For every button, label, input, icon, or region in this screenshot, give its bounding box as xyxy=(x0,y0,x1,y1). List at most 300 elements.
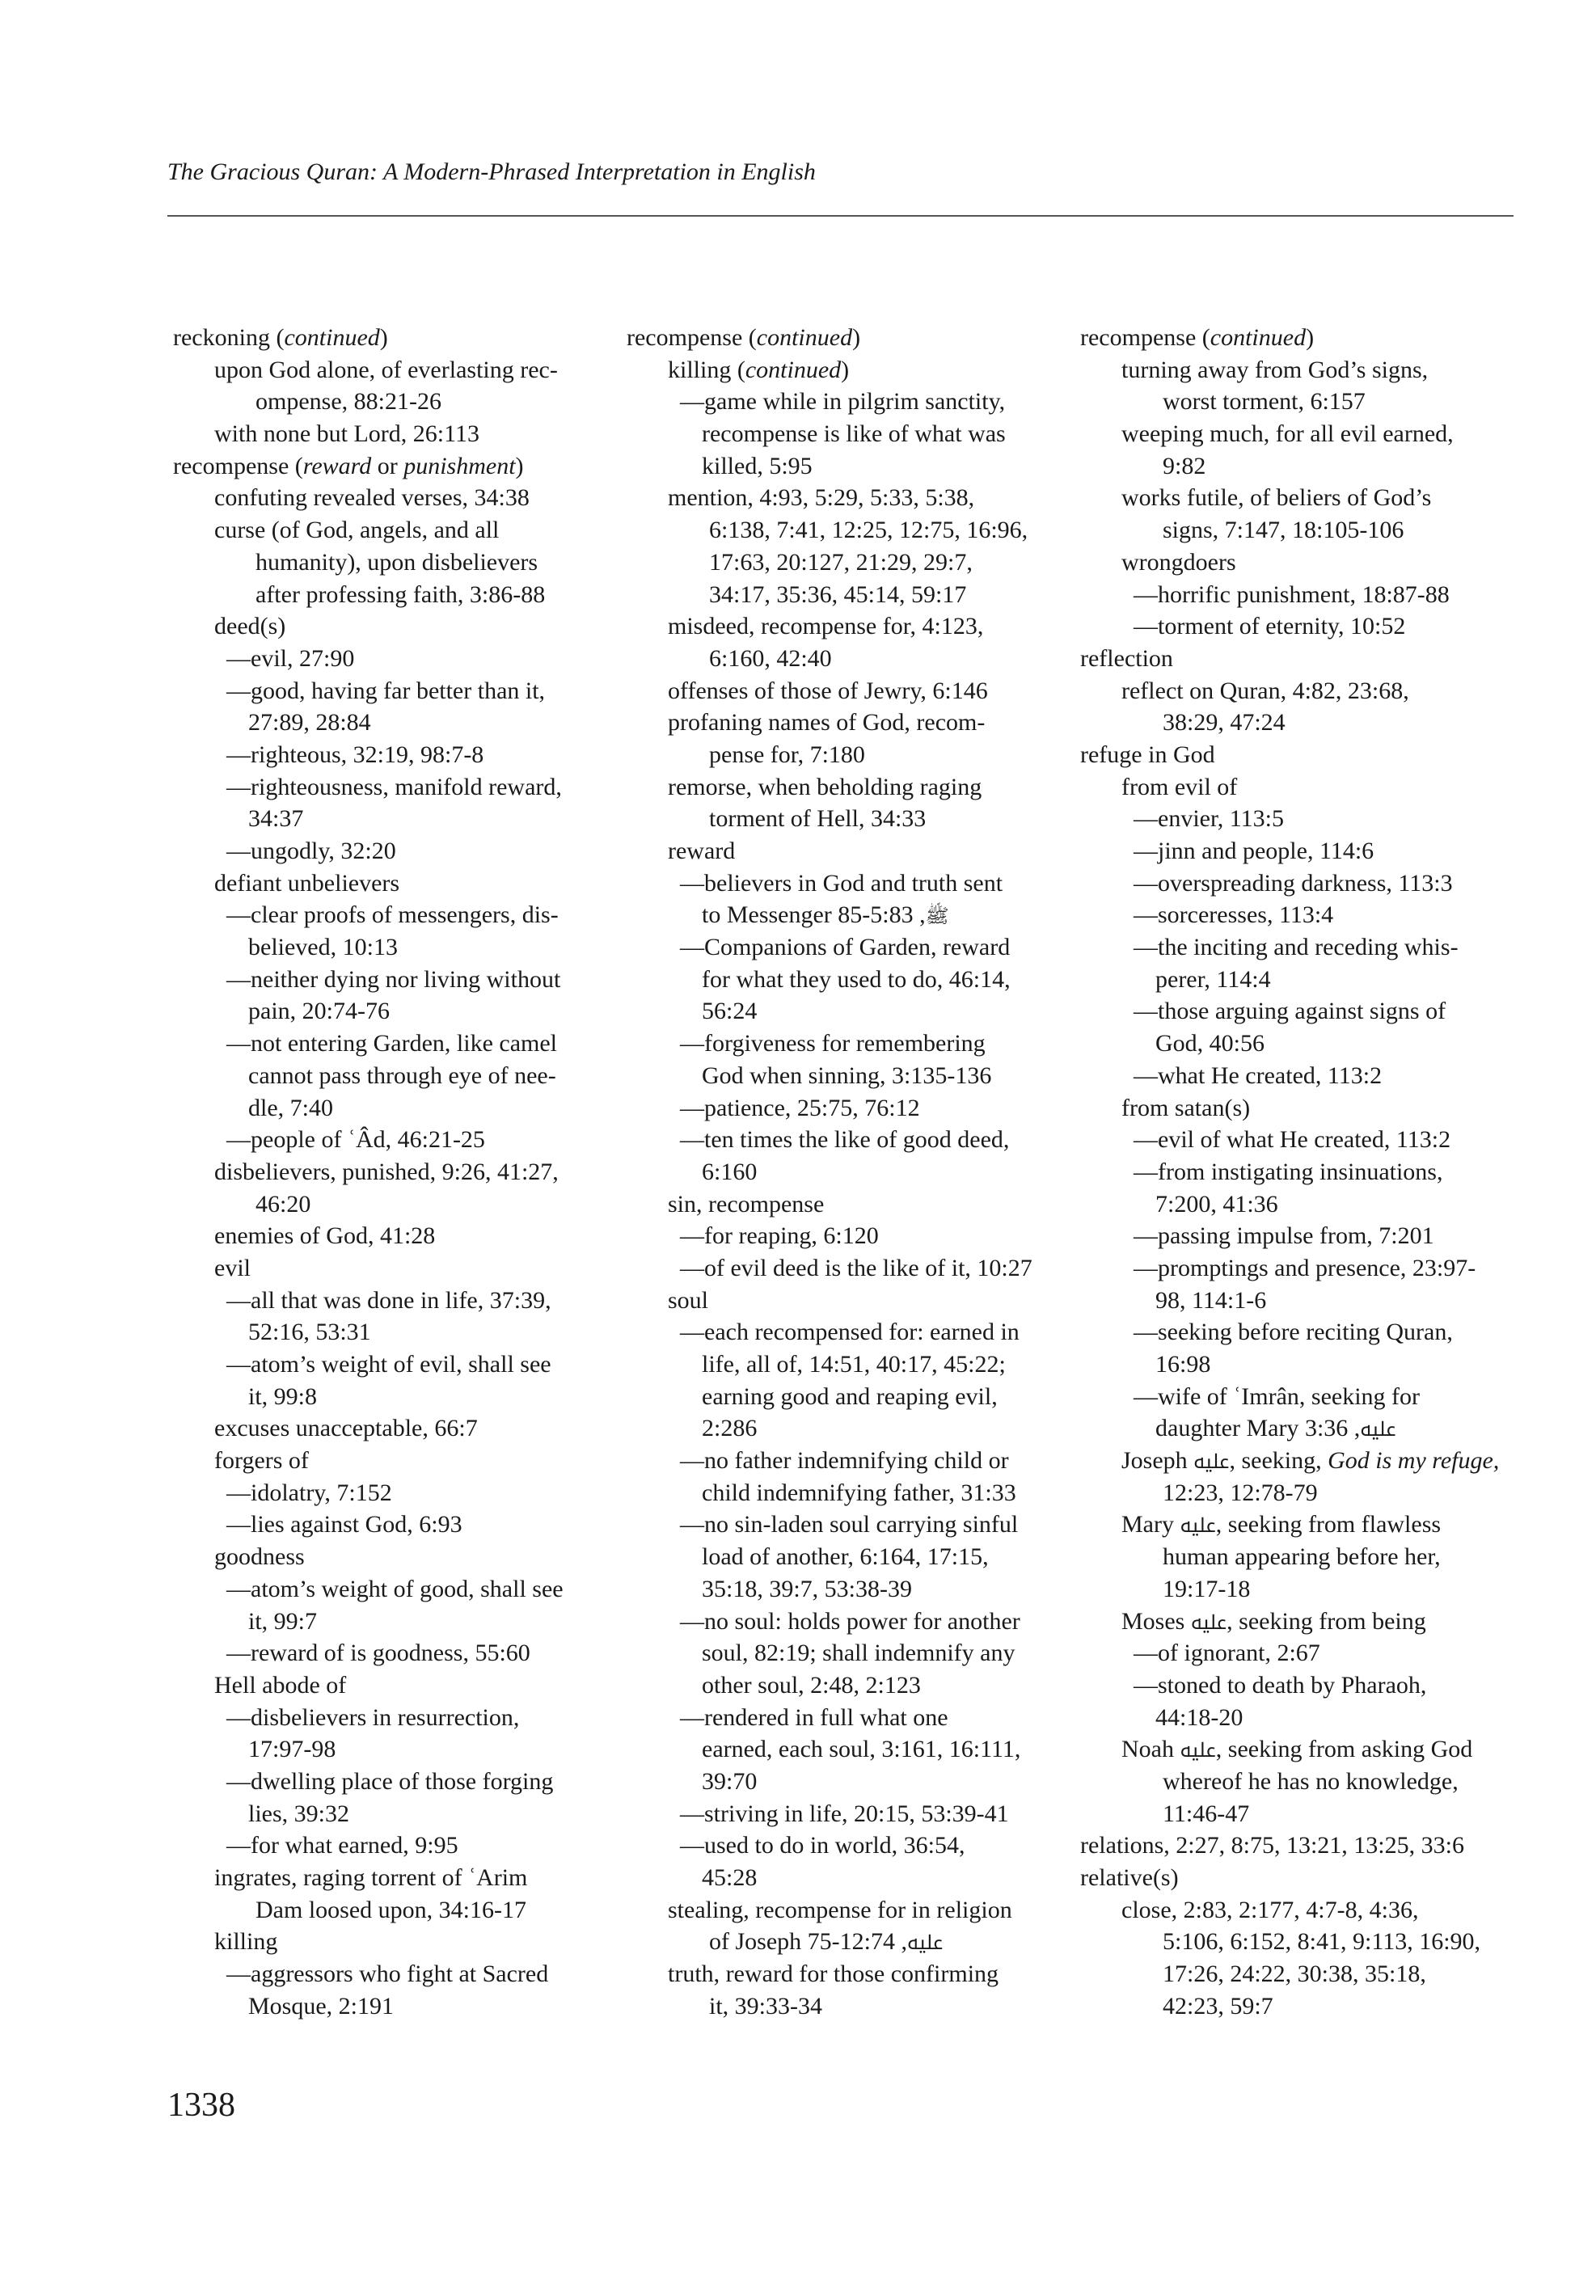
index-continuation xyxy=(173,1894,610,1927)
index-dash-entry xyxy=(627,931,1063,964)
index-heading xyxy=(1080,1830,1517,1862)
entry-text: of Joseph xyxy=(709,1928,808,1956)
index-dash-entry xyxy=(1080,995,1517,1028)
index-dash-entry xyxy=(627,1606,1063,1638)
entry-text: pain, 20:74-76 xyxy=(248,998,390,1025)
entry-text: —no sin-laden soul carrying sinful xyxy=(680,1511,1019,1538)
entry-text: lies, 39:32 xyxy=(248,1800,349,1827)
entry-text: after professing faith, 3:86-88 xyxy=(255,580,546,608)
index-heading xyxy=(1080,643,1517,675)
entry-text: —rendered in full what one xyxy=(680,1703,948,1731)
entry-text: —no soul: holds power for another xyxy=(680,1607,1020,1635)
index-heading xyxy=(1080,1862,1517,1894)
entry-text: refuge in God xyxy=(1080,741,1215,768)
index-dash-entry xyxy=(173,1702,610,1734)
index-continuation xyxy=(627,1926,1063,1958)
honorific-icon: ﷷ xyxy=(1180,1514,1216,1538)
entry-text: —overspreading darkness, 113:3 xyxy=(1134,869,1453,897)
entry-text: with none but Lord, 26:113 xyxy=(214,420,480,448)
entry-text: confuting revealed verses, 34:38 xyxy=(214,484,530,512)
index-continuation xyxy=(627,1412,1063,1445)
entry-text: or xyxy=(371,452,404,479)
index-continuation xyxy=(173,579,610,611)
index-continuation xyxy=(173,547,610,579)
index-continuation xyxy=(627,1733,1063,1766)
entry-text: —those arguing against signs of xyxy=(1134,998,1446,1025)
entry-text: —all that was done in life, 37:39, xyxy=(226,1286,551,1314)
index-dash-entry xyxy=(627,1798,1063,1830)
index-subentry xyxy=(173,514,610,547)
entry-text: human appearing before her, xyxy=(1163,1543,1441,1571)
index-dash-entry xyxy=(173,1477,610,1509)
index-dash-entry xyxy=(173,1573,610,1606)
entry-text: —clear proofs of messengers, dis- xyxy=(226,901,559,929)
entry-text: humanity), upon disbelievers xyxy=(255,548,538,576)
entry-text: —horrific punishment, 18:87-88 xyxy=(1134,580,1450,608)
entry-text: 17:63, 20:127, 21:29, 29:7, xyxy=(709,548,973,576)
entry-text: Noah xyxy=(1121,1736,1180,1763)
entry-text: 52:16, 53:31 xyxy=(248,1319,371,1346)
entry-text: —from instigating insinuations, xyxy=(1134,1158,1443,1185)
index-continuation xyxy=(627,450,1063,483)
entry-text: God when sinning, 3:135-136 xyxy=(702,1061,992,1089)
entry-text: reckoning ( xyxy=(173,324,285,351)
index-continuation xyxy=(627,514,1063,547)
index-continuation xyxy=(1080,1412,1517,1445)
entry-text: 42:23, 59:7 xyxy=(1163,1992,1273,2020)
index-dash-entry xyxy=(173,899,610,931)
index-dash-entry xyxy=(1080,803,1517,835)
index-continuation xyxy=(173,1381,610,1413)
index-continuation xyxy=(173,931,610,964)
index-continuation xyxy=(1080,1348,1517,1381)
entry-text: forgers of xyxy=(214,1447,309,1475)
index-subentry xyxy=(1080,675,1517,707)
entry-text: 7:200, 41:36 xyxy=(1155,1190,1278,1218)
entry-text: , seeking from being xyxy=(1227,1607,1426,1635)
entry-text: recompense ( xyxy=(627,324,757,351)
index-heading xyxy=(173,450,610,483)
index-continuation xyxy=(1080,1798,1517,1830)
index-column-1 xyxy=(173,322,610,2022)
entry-text: —Companions of Garden, reward xyxy=(680,934,1011,961)
index-subentry xyxy=(627,1285,1063,1317)
index-heading xyxy=(1080,322,1517,354)
entry-text: cannot pass through eye of nee- xyxy=(248,1061,556,1089)
entry-text: Joseph xyxy=(1121,1447,1194,1475)
entry-text: from evil of xyxy=(1121,773,1238,800)
entry-text: 19:17-18 xyxy=(1163,1575,1251,1602)
entry-text: —what He created, 113:2 xyxy=(1134,1061,1383,1089)
index-dash-entry xyxy=(1080,1060,1517,1092)
index-continuation xyxy=(1080,1990,1517,2023)
index-dash-entry xyxy=(627,1702,1063,1734)
entry-text: evil xyxy=(214,1254,251,1281)
index-dash-entry xyxy=(173,1348,610,1381)
index-dash-entry xyxy=(173,1766,610,1798)
index-dash-entry xyxy=(627,1445,1063,1477)
index-continuation xyxy=(173,386,610,418)
entry-text: Mary xyxy=(1121,1511,1180,1538)
entry-text: close, 2:83, 2:177, 4:7-8, 4:36, xyxy=(1121,1896,1419,1923)
index-heading xyxy=(173,322,610,354)
entry-text: relations, 2:27, 8:75, 13:21, 13:25, 33:6 xyxy=(1080,1832,1464,1859)
index-continuation xyxy=(1080,1188,1517,1221)
index-continuation xyxy=(627,1990,1063,2023)
entry-text: —atom’s weight of good, shall see xyxy=(226,1575,564,1602)
index-dash-entry xyxy=(627,1124,1063,1156)
index-subentry xyxy=(173,1252,610,1285)
index-continuation xyxy=(627,739,1063,771)
index-continuation xyxy=(627,1156,1063,1188)
entry-text: —passing impulse from, 7:201 xyxy=(1134,1222,1434,1250)
index-continuation xyxy=(627,547,1063,579)
entry-text: —aggressors who fight at Sacred xyxy=(226,1960,549,1988)
index-dash-entry xyxy=(1080,1124,1517,1156)
entry-text: life, all of, 14:51, 40:17, 45:22; xyxy=(702,1351,1006,1378)
entry-text: 6:160 xyxy=(702,1158,758,1185)
entry-text: recompense ( xyxy=(173,452,303,479)
entry-text: —reward of is goodness, 55:60 xyxy=(226,1640,530,1667)
entry-text: it, 99:8 xyxy=(248,1382,318,1410)
index-continuation xyxy=(173,1606,610,1638)
entry-text: daughter Mary xyxy=(1155,1415,1305,1442)
running-head-title: The Gracious Quran: A Modern-Phrased Interpretation in English xyxy=(167,158,816,185)
entry-text: —jinn and people, 114:6 xyxy=(1134,838,1374,864)
index-dash-entry xyxy=(1080,1669,1517,1702)
entry-text: goodness xyxy=(214,1543,305,1571)
index-continuation xyxy=(627,1477,1063,1509)
index-continuation xyxy=(627,899,1063,931)
entry-text: other soul, 2:48, 2:123 xyxy=(702,1671,921,1699)
entry-text: sin, recompense xyxy=(668,1190,825,1218)
entry-text: stealing, recompense for in religion xyxy=(668,1896,1012,1923)
index-subentry xyxy=(173,1445,610,1477)
entry-text: offenses of those of Jewry, 6:146 xyxy=(668,677,988,704)
entry-text: —stoned to death by Pharaoh, xyxy=(1134,1671,1427,1699)
index-dash-entry xyxy=(1080,1381,1517,1413)
entry-text: killing xyxy=(214,1928,278,1956)
entry-text: 17:97-98 xyxy=(248,1736,336,1763)
entry-text: , seeking from flawless xyxy=(1215,1511,1442,1538)
entry-text: , seeking, xyxy=(1229,1447,1328,1475)
entry-text: ompense, 88:21-26 xyxy=(255,388,441,416)
index-dash-entry xyxy=(173,1285,610,1317)
entry-italic-text: continued xyxy=(284,324,380,351)
index-continuation xyxy=(173,803,610,835)
index-dash-entry xyxy=(173,1124,610,1156)
entry-text: —not entering Garden, like camel xyxy=(226,1030,558,1057)
entry-text: —ten times the like of good deed, xyxy=(680,1126,1010,1154)
index-dash-entry xyxy=(173,643,610,675)
entry-text: —no father indemnifying child or xyxy=(680,1447,1009,1475)
entry-text: —of ignorant, 2:67 xyxy=(1134,1640,1320,1667)
index-subentry xyxy=(173,354,610,386)
entry-text: —seeking before reciting Quran, xyxy=(1134,1319,1453,1346)
entry-text: 44:18-20 xyxy=(1155,1703,1243,1731)
entry-text: Hell abode of xyxy=(214,1671,347,1699)
index-heading xyxy=(1080,739,1517,771)
index-dash-entry xyxy=(173,1958,610,1990)
entry-text: recompense ( xyxy=(1080,324,1210,351)
index-dash-entry xyxy=(627,1252,1063,1285)
entry-text: —believers in God and truth sent xyxy=(680,869,1003,897)
entry-italic-text: reward xyxy=(302,452,372,479)
entry-text: defiant unbelievers xyxy=(214,869,400,897)
entry-italic-text: continued xyxy=(756,324,853,351)
index-dash-entry xyxy=(1080,1637,1517,1669)
entry-text: ) xyxy=(379,324,388,351)
entry-text: 6:160, 42:40 xyxy=(709,644,832,672)
index-continuation xyxy=(627,643,1063,675)
entry-text: 38:29, 47:24 xyxy=(1163,709,1286,736)
index-dash-entry xyxy=(173,1830,610,1862)
entry-text: —righteous, 32:19, 98:7-8 xyxy=(226,741,484,768)
index-continuation xyxy=(1080,1926,1517,1958)
index-continuation xyxy=(627,1573,1063,1606)
entry-text: misdeed, recompense for, 4:123, xyxy=(668,613,984,640)
entry-text: —good, having far better than it, xyxy=(226,677,546,704)
index-subentry xyxy=(173,1412,610,1445)
entry-text: 2:286 xyxy=(702,1415,758,1442)
index-continuation xyxy=(173,1733,610,1766)
index-subentry xyxy=(1080,547,1517,579)
entry-text: 16:98 xyxy=(1155,1351,1211,1378)
entry-text: curse (of God, angels, and all xyxy=(214,517,500,544)
entry-text: deed(s) xyxy=(214,613,286,640)
index-continuation xyxy=(1080,1541,1517,1573)
index-continuation xyxy=(1080,1477,1517,1509)
entry-text: weeping much, for all evil earned, xyxy=(1121,420,1454,448)
entry-text: 12:23, 12:78-79 xyxy=(1163,1479,1318,1506)
entry-text: —promptings and presence, 23:97- xyxy=(1134,1254,1476,1281)
entry-text: ) xyxy=(1306,324,1315,351)
entry-text: it, 39:33-34 xyxy=(709,1992,822,2020)
index-continuation xyxy=(1080,514,1517,547)
index-continuation xyxy=(1080,1766,1517,1798)
index-dash-entry xyxy=(1080,931,1517,964)
entry-text: load of another, 6:164, 17:15, xyxy=(702,1543,989,1571)
index-subentry xyxy=(627,1958,1063,1990)
entry-text: Mosque, 2:191 xyxy=(248,1992,394,2020)
entry-text: ingrates, raging torrent of ʿArim xyxy=(214,1864,528,1891)
entry-text: for what they used to do, 46:14, xyxy=(702,965,1011,993)
index-subentry xyxy=(1080,354,1517,386)
entry-italic-text: continued xyxy=(1210,324,1307,351)
entry-text: , seeking from asking God xyxy=(1215,1736,1473,1763)
index-subentry xyxy=(627,771,1063,804)
index-subentry xyxy=(627,707,1063,739)
entry-text: profaning names of God, recom- xyxy=(668,709,986,736)
entry-text: killing ( xyxy=(668,356,745,383)
index-subentry xyxy=(1080,1509,1517,1541)
entry-text: reflection xyxy=(1080,644,1173,672)
index-dash-entry xyxy=(1080,1220,1517,1252)
entry-text: 6:138, 7:41, 12:25, 12:75, 16:96, xyxy=(709,517,1028,544)
index-dash-entry xyxy=(173,1509,610,1541)
index-dash-entry xyxy=(627,386,1063,418)
entry-text: —of evil deed is the like of it, 10:27 xyxy=(680,1254,1032,1281)
index-continuation xyxy=(1080,386,1517,418)
index-column-3 xyxy=(1080,322,1517,2022)
entry-text: 98, 114:1-6 xyxy=(1155,1286,1267,1314)
index-continuation xyxy=(627,1060,1063,1092)
entry-text: 46:20 xyxy=(255,1190,311,1218)
index-subentry xyxy=(1080,771,1517,804)
entry-text: —disbelievers in resurrection, xyxy=(226,1703,520,1731)
entry-text: —torment of eternity, 10:52 xyxy=(1134,613,1406,640)
index-continuation xyxy=(173,995,610,1028)
index-continuation xyxy=(627,1381,1063,1413)
index-continuation xyxy=(627,1862,1063,1894)
entry-text: remorse, when beholding raging xyxy=(668,773,982,800)
header-rule xyxy=(167,215,1514,217)
index-continuation xyxy=(627,1766,1063,1798)
honorific-icon: ﷺ xyxy=(925,905,949,928)
entry-text: 17:26, 24:22, 30:38, 35:18, xyxy=(1163,1960,1426,1988)
entry-text: —neither dying nor living without xyxy=(226,965,561,993)
index-continuation xyxy=(1080,1958,1517,1990)
entry-italic-text: God is my refuge, xyxy=(1328,1447,1500,1475)
index-continuation xyxy=(627,579,1063,611)
index-subentry xyxy=(1080,1606,1517,1638)
entry-text: —evil of what He created, 113:2 xyxy=(1134,1126,1451,1154)
entry-text: —evil, 27:90 xyxy=(226,644,355,672)
index-continuation xyxy=(1080,707,1517,739)
index-subentry xyxy=(627,1894,1063,1927)
entry-text: recompense is like of what was xyxy=(702,420,1006,448)
entry-text: child indemnifying father, 31:33 xyxy=(702,1479,1016,1506)
entry-text: ) xyxy=(852,324,861,351)
entry-text: —dwelling place of those forging xyxy=(226,1767,554,1795)
entry-text: —each recompensed for: earned in xyxy=(680,1319,1020,1346)
index-dash-entry xyxy=(1080,835,1517,867)
entry-text: reward xyxy=(668,838,736,864)
index-dash-entry xyxy=(1080,1252,1517,1285)
entry-italic-text: punishment xyxy=(403,452,516,479)
entry-text: —patience, 25:75, 76:12 xyxy=(680,1094,920,1121)
index-dash-entry xyxy=(627,1316,1063,1348)
entry-text: earning good and reaping evil, xyxy=(702,1382,998,1410)
index-subentry xyxy=(1080,1092,1517,1125)
entry-text: enemies of God, 41:28 xyxy=(214,1222,436,1250)
entry-text: —idolatry, 7:152 xyxy=(226,1479,392,1506)
entry-text: signs, 7:147, 18:105-106 xyxy=(1163,517,1404,544)
index-dash-entry xyxy=(627,1509,1063,1541)
index-subentry xyxy=(173,1541,610,1573)
entry-text: 39:70 xyxy=(702,1767,758,1795)
index-subentry xyxy=(1080,1894,1517,1927)
index-continuation xyxy=(173,1990,610,2023)
entry-text: —ungodly, 32:20 xyxy=(226,838,396,864)
index-dash-entry xyxy=(1080,1316,1517,1348)
index-continuation xyxy=(1080,1285,1517,1317)
index-dash-entry xyxy=(173,739,610,771)
entry-text: 11:46-47 xyxy=(1163,1800,1250,1827)
index-subentry xyxy=(1080,1445,1517,1477)
entry-text: killed, 5:95 xyxy=(702,452,813,479)
index-subentry xyxy=(627,835,1063,867)
entry-text: works futile, of beliers of God’s xyxy=(1121,484,1432,512)
index-subentry xyxy=(173,867,610,900)
index-continuation xyxy=(627,1541,1063,1573)
honorific-icon: ﷷ xyxy=(1360,1418,1396,1441)
entry-text: 45:28 xyxy=(702,1864,758,1891)
index-continuation xyxy=(173,707,610,739)
index-continuation xyxy=(1080,1702,1517,1734)
entry-text: —used to do in world, 36:54, xyxy=(680,1832,965,1859)
entry-text: —for reaping, 6:120 xyxy=(680,1222,879,1250)
entry-text: God, 40:56 xyxy=(1155,1030,1265,1057)
index-subentry xyxy=(627,610,1063,643)
entry-text: , 3:36 xyxy=(1304,1415,1361,1442)
entry-italic-text: continued xyxy=(745,356,842,383)
index-dash-entry xyxy=(627,867,1063,900)
index-subentry xyxy=(1080,482,1517,514)
entry-text: —wife of ʿImrân, seeking for xyxy=(1134,1382,1421,1410)
index-subentry xyxy=(173,1862,610,1894)
index-subentry xyxy=(1080,1733,1517,1766)
index-dash-entry xyxy=(173,964,610,996)
entry-text: torment of Hell, 34:33 xyxy=(709,805,927,833)
entry-text: —for what earned, 9:95 xyxy=(226,1832,458,1859)
index-dash-entry xyxy=(173,1637,610,1669)
index-subentry xyxy=(173,610,610,643)
index-subentry xyxy=(627,354,1063,386)
index-dash-entry xyxy=(1080,899,1517,931)
entry-text: 35:18, 39:7, 53:38-39 xyxy=(702,1575,912,1602)
entry-text: believed, 10:13 xyxy=(248,934,398,961)
entry-text: excuses unacceptable, 66:7 xyxy=(214,1415,478,1442)
entry-text: —atom’s weight of evil, shall see xyxy=(226,1351,551,1378)
entry-text: 56:24 xyxy=(702,998,758,1025)
index-continuation xyxy=(627,1348,1063,1381)
index-continuation xyxy=(173,1798,610,1830)
entry-text: mention, 4:93, 5:29, 5:33, 5:38, xyxy=(668,484,975,512)
index-subentry xyxy=(627,1188,1063,1221)
entry-text: —striving in life, 20:15, 53:39-41 xyxy=(680,1800,1009,1827)
index-continuation xyxy=(627,803,1063,835)
index-continuation xyxy=(173,1316,610,1348)
entry-text: 27:89, 28:84 xyxy=(248,709,371,736)
index-dash-entry xyxy=(173,771,610,804)
entry-text: soul xyxy=(668,1286,709,1314)
entry-text: to Messenger xyxy=(702,901,838,929)
index-continuation xyxy=(173,1092,610,1125)
index-subentry xyxy=(173,1669,610,1702)
index-dash-entry xyxy=(627,1092,1063,1125)
entry-text: perer, 114:4 xyxy=(1155,965,1271,993)
entry-text: —forgiveness for remembering xyxy=(680,1030,986,1057)
entry-text: —game while in pilgrim sanctity, xyxy=(680,388,1006,416)
index-subentry xyxy=(173,1926,610,1958)
index-continuation xyxy=(627,995,1063,1028)
entry-text: truth, reward for those confirming xyxy=(668,1960,999,1988)
index-dash-entry xyxy=(1080,1156,1517,1188)
index-dash-entry xyxy=(1080,579,1517,611)
entry-text: Moses xyxy=(1121,1607,1191,1635)
entry-text: soul, 82:19; shall indemnify any xyxy=(702,1640,1015,1667)
entry-text: —envier, 113:5 xyxy=(1134,805,1284,833)
index-dash-entry xyxy=(627,1220,1063,1252)
index-continuation xyxy=(1080,450,1517,483)
entry-text: ) xyxy=(515,452,524,479)
honorific-icon: ﷷ xyxy=(1190,1610,1227,1634)
entry-text: relative(s) xyxy=(1080,1864,1179,1891)
entry-text: it, 99:7 xyxy=(248,1607,318,1635)
entry-text: reflect on Quran, 4:82, 23:68, xyxy=(1121,677,1409,704)
entry-text: whereof he has no knowledge, xyxy=(1163,1767,1459,1795)
